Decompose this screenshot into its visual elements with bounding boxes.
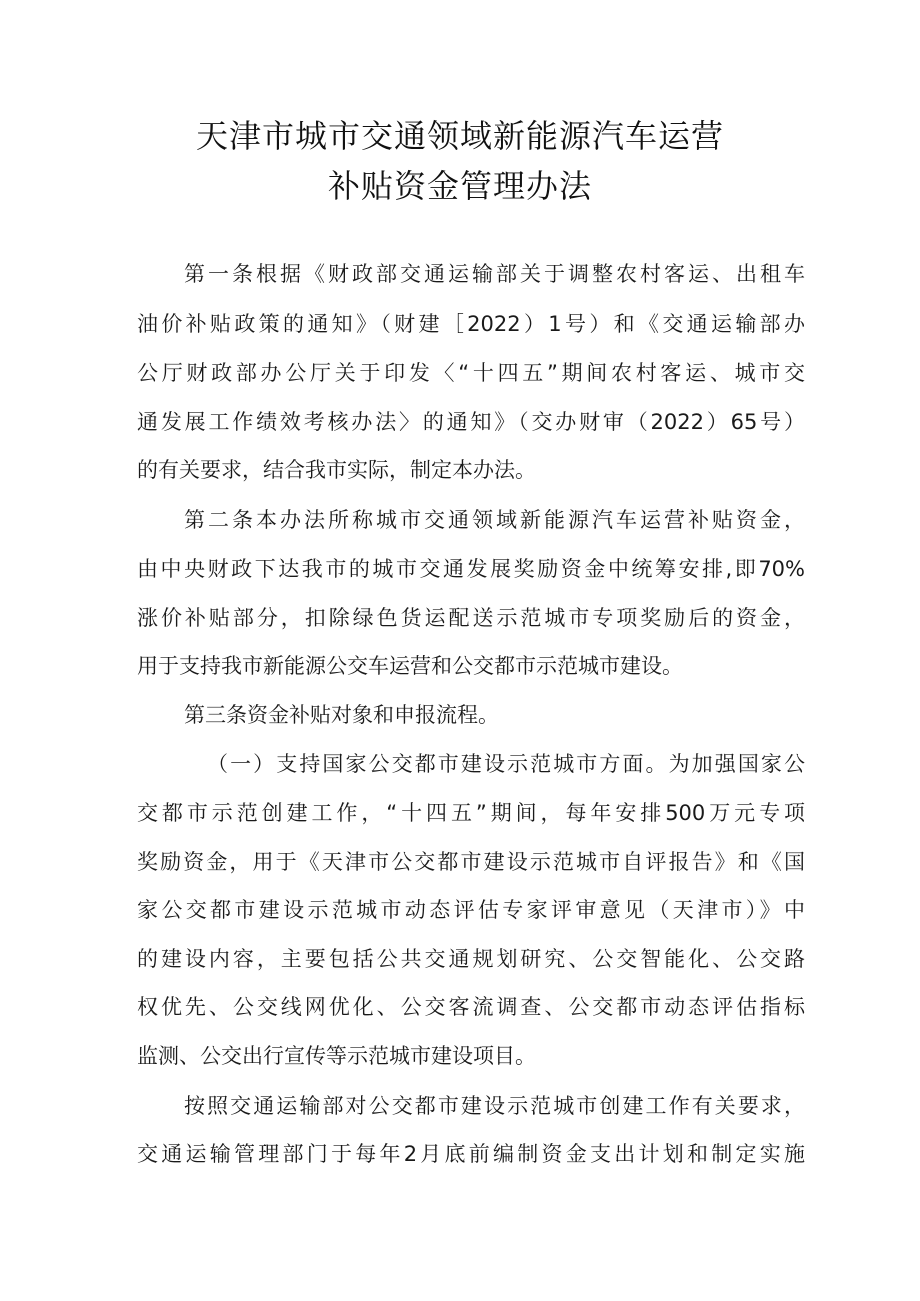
article-1-line-5: 的有关要求，结合我市实际，制定本办法。: [137, 458, 536, 482]
document-title-line-1: 天津市城市交通领域新能源汽车运营: [195, 117, 724, 155]
article-2-line-4: 用于支持我市新能源公交车运营和公交都市示范城市建设。: [137, 654, 683, 678]
article-3-item-1-line-7: 监测、公交出行宣传等示范城市建设项目。: [137, 1044, 536, 1068]
article-3-item-1-line-1: （一）支持国家公交都市建设示范城市方面。为加强国家公: [207, 752, 805, 776]
paragraph-line-1: 按照交通运输部对公交都市建设示范城市创建工作有关要求，: [184, 1094, 805, 1118]
article-3-item-1-line-3: 奖励资金，用于《天津市公交都市建设示范城市自评报告》和《国: [137, 850, 805, 874]
article-1-line-1: 第一条根据《财政部交通运输部关于调整农村客运、出租车: [184, 262, 805, 286]
article-3-item-1-line-5: 的建设内容，主要包括公共交通规划研究、公交智能化、公交路: [137, 947, 805, 971]
article-1-line-4: 通发展工作绩效考核办法〉的通知》（交办财审（2022）65号）: [137, 410, 805, 434]
article-2-line-3: 涨价补贴部分，扣除绿色货运配送示范城市专项奖励后的资金，: [137, 606, 805, 630]
article-1-line-2: 油价补贴政策的通知》（财建［2022）1号）和《交通运输部办: [137, 312, 805, 336]
article-2-line-2: 由中央财政下达我市的城市交通发展奖励资金中统筹安排,即70%: [137, 557, 805, 581]
article-2-line-1: 第二条本办法所称城市交通领域新能源汽车运营补贴资金，: [184, 508, 805, 532]
paragraph-line-2: 交通运输管理部门于每年2月底前编制资金支出计划和制定实施: [137, 1142, 805, 1166]
document-title-line-2: 补贴资金管理办法: [327, 167, 592, 205]
article-3-heading: 第三条资金补贴对象和申报流程。: [184, 703, 499, 727]
article-3-item-1-line-2: 交都市示范创建工作，“十四五”期间，每年安排500万元专项: [137, 801, 805, 825]
article-3-item-1-line-6: 权优先、公交线网优化、公交客流调查、公交都市动态评估指标: [137, 995, 805, 1019]
article-3-item-1-line-4: 家公交都市建设示范城市动态评估专家评审意见（天津市）》中: [137, 898, 805, 922]
article-1-line-3: 公厅财政部办公厅关于印发〈“十四五”期间农村客运、城市交: [137, 361, 805, 385]
